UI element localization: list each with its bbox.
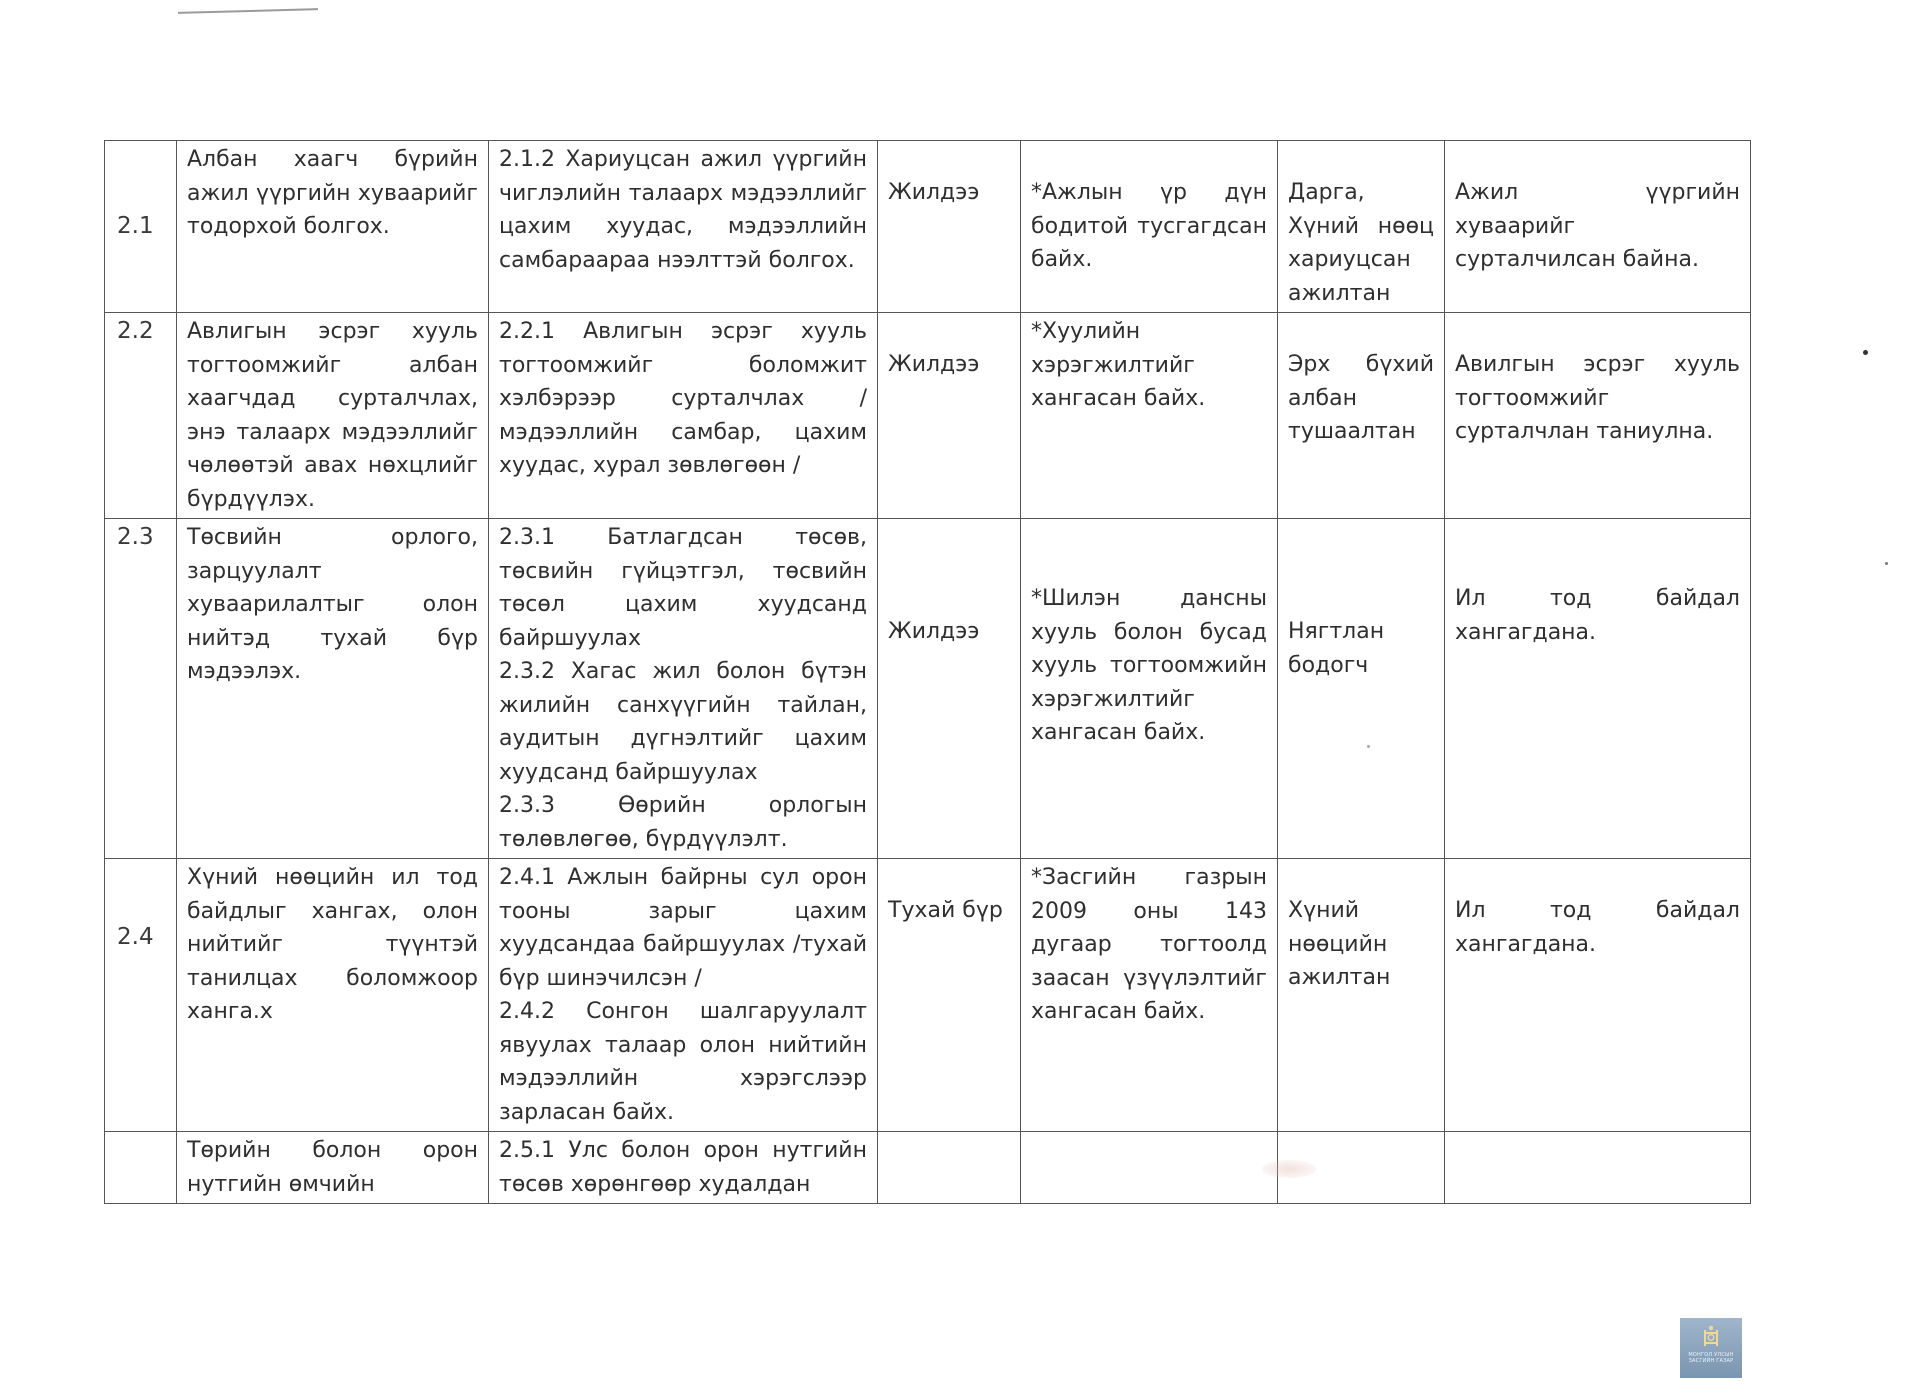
row-number: 2.1: [105, 141, 177, 313]
result-cell: Ил тод байдал хангагдана.: [1445, 859, 1751, 1132]
timeframe-cell: Жилдээ: [878, 313, 1021, 519]
activity-cell: 2.2.1 Авлигын эсрэг хууль тогтоомжийг боломжит хэлбэрээр сурталчлах /мэдээллийн самбар, цахим хуудас, хурал зөвлөгөөн /: [489, 313, 878, 519]
scan-edge-mark: [178, 8, 318, 14]
row-number: 2.3: [105, 519, 177, 859]
activity-cell: 2.5.1 Улс болон орон нутгийн төсөв хөрөнгөөр худалдан: [489, 1132, 878, 1204]
government-seal-logo: [1680, 1318, 1742, 1378]
objective-cell: Авлигын эсрэг хууль тогтоомжийг албан хаагчдад сурталчлах, энэ талаарх мэдээллийг чөлөөтэй авах нөхцлийг бүрдүүлэх.: [177, 313, 489, 519]
soyombo-icon: [1702, 1324, 1720, 1350]
result-cell: Авилгын эсрэг хууль тогтоомжийг сурталчлан таниулна.: [1445, 313, 1751, 519]
activity-line: 2.4.2 Сонгон шалгаруулалт явуулах талаар олон нийтийн мэдээллийн хэрэгслээр зарласан байх.: [499, 999, 867, 1125]
table-row: [105, 1132, 1751, 1204]
result-cell: Ажил үүргийн хуваарийг сурталчилсан байна.: [1445, 141, 1751, 313]
table-row: [105, 313, 1751, 519]
indicator-cell: *Засгийн газрын 2009 оны 143 дугаар тогтоолд заасан үзүүлэлтийг хангасан байх.: [1021, 859, 1278, 1132]
scan-stain: [1262, 1160, 1316, 1178]
activity-cell: 2.1.2 Хариуцсан ажил үүргийн чиглэлийн талаарх мэдээллийг цахим хуудас, мэдээллийн самбараараа нээлттэй болгох.: [489, 141, 878, 313]
action-plan-table: [104, 140, 1751, 1204]
activity-line: 2.3.1 Батлагдсан төсөв, төсвийн гүйцэтгэл, төсвийн төсөл цахим хуудсанд байршуулах: [499, 525, 867, 651]
activity-line: 2.3.3 Өөрийн орлогын төлөвлөгөө, бүрдүүлэлт.: [499, 793, 867, 852]
row-number: 2.4: [105, 859, 177, 1132]
responsible-cell: Нягтлан бодогч: [1278, 519, 1445, 859]
indicator-cell: [1021, 1132, 1278, 1204]
result-cell: Ил тод байдал хангагдана.: [1445, 519, 1751, 859]
scan-speck: [1885, 562, 1888, 565]
scan-speck: [1367, 745, 1370, 748]
indicator-cell: *Ажлын үр дүн бодитой тусгагдсан байх.: [1021, 141, 1278, 313]
result-cell: [1445, 1132, 1751, 1204]
activity-line: 2.4.1 Ажлын байрны сул орон тооны зарыг цахим хуудсандаа байршуулах /тухай бүр шинэчилсэн /: [499, 865, 867, 991]
row-number: 2.2: [105, 313, 177, 519]
row-number: [105, 1132, 177, 1204]
timeframe-cell: Жилдээ: [878, 519, 1021, 859]
responsible-cell: Эрх бүхий албан тушаалтан: [1278, 313, 1445, 519]
scan-speck: [1863, 350, 1868, 355]
timeframe-cell: Тухай бүр: [878, 859, 1021, 1132]
timeframe-cell: Жилдээ: [878, 141, 1021, 313]
timeframe-cell: [878, 1132, 1021, 1204]
activity-cell: [489, 519, 878, 859]
responsible-cell: Хүний нөөцийн ажилтан: [1278, 859, 1445, 1132]
objective-cell: Хүний нөөцийн ил тод байдлыг хангах, олон нийтийг түүнтэй танилцах боломжоор ханга.х: [177, 859, 489, 1132]
indicator-cell: *Хуулийн хэрэгжилтийг хангасан байх.: [1021, 313, 1278, 519]
activity-cell: [489, 859, 878, 1132]
table-row: [105, 859, 1751, 1132]
table-row: [105, 141, 1751, 313]
seal-text: МОНГОЛ УЛСЫН ЗАСГИЙН ГАЗАР: [1688, 1352, 1734, 1364]
objective-cell: Төсвийн орлого, зарцуулалт хуваарилалтыг олон нийтэд тухай бүр мэдээлэх.: [177, 519, 489, 859]
activity-line: 2.3.2 Хагас жил болон бүтэн жилийн санхүүгийн тайлан, аудитын дүгнэлтийг цахим хуудсанд байршуулах: [499, 659, 867, 785]
objective-cell: Албан хаагч бүрийн ажил үүргийн хуваарийг тодорхой болгох.: [177, 141, 489, 313]
objective-cell: Төрийн болон орон нутгийн өмчийн: [177, 1132, 489, 1204]
indicator-cell: *Шилэн дансны хууль болон бусад хууль тогтоомжийн хэрэгжилтийг хангасан байх.: [1021, 519, 1278, 859]
responsible-cell: Дарга, Хүний нөөц хариуцсан ажилтан: [1278, 141, 1445, 313]
table-row: [105, 519, 1751, 859]
